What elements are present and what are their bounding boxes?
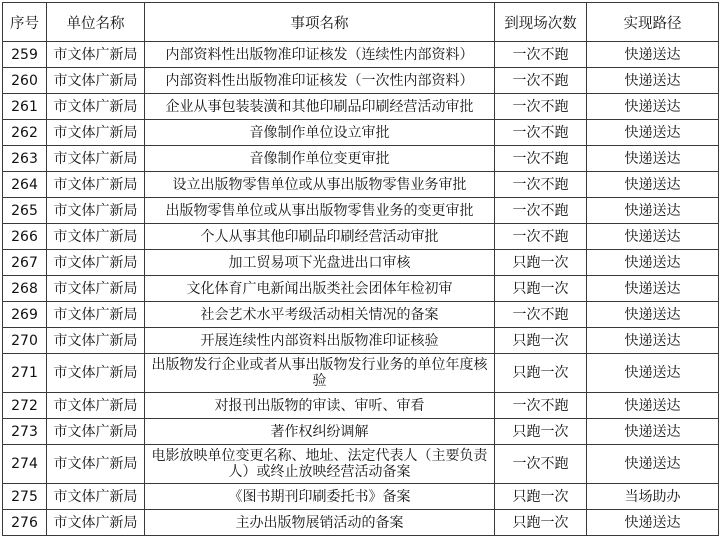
- table-row: [3, 172, 719, 198]
- row-item: 文化体育广电新闻出版类社会团体年检初审: [145, 276, 495, 302]
- row-path: 快递送达: [587, 68, 719, 94]
- row-item: 企业从事包装装潢和其他印刷品印刷经营活动审批: [145, 94, 495, 120]
- row-visits: 一次不跑: [495, 94, 587, 120]
- row-path: 快递送达: [587, 276, 719, 302]
- row-visits: 只跑一次: [495, 419, 587, 445]
- row-item: 加工贸易项下光盘进出口审核: [145, 250, 495, 276]
- row-item: 出版物零售单位或从事出版物零售业务的变更审批: [145, 198, 495, 224]
- row-path: 快递送达: [587, 198, 719, 224]
- row-visits: 一次不跑: [495, 302, 587, 328]
- row-item: 著作权纠纷调解: [145, 419, 495, 445]
- row-item: 出版物发行企业或者从事出版物发行业务的单位年度核验: [145, 354, 495, 393]
- row-unit: 市文体广新局: [47, 328, 145, 354]
- row-path: 当场助办: [587, 484, 719, 510]
- row-number: 260: [3, 68, 47, 94]
- row-unit: 市文体广新局: [47, 224, 145, 250]
- row-path: 快递送达: [587, 510, 719, 536]
- row-visits: 一次不跑: [495, 393, 587, 419]
- row-visits: 只跑一次: [495, 250, 587, 276]
- services-table: [2, 2, 719, 536]
- row-unit: 市文体广新局: [47, 120, 145, 146]
- row-path: 快递送达: [587, 419, 719, 445]
- row-path: 快递送达: [587, 445, 719, 484]
- row-path: 快递送达: [587, 354, 719, 393]
- row-visits: 一次不跑: [495, 224, 587, 250]
- row-unit: 市文体广新局: [47, 445, 145, 484]
- row-unit: 市文体广新局: [47, 42, 145, 68]
- row-item: 社会艺术水平考级活动相关情况的备案: [145, 302, 495, 328]
- row-path: 快递送达: [587, 328, 719, 354]
- header-unit: 单位名称: [47, 3, 145, 42]
- table-row: [3, 94, 719, 120]
- table-row: [3, 120, 719, 146]
- row-path: 快递送达: [587, 146, 719, 172]
- row-visits: 一次不跑: [495, 120, 587, 146]
- row-item: 音像制作单位变更审批: [145, 146, 495, 172]
- row-number: 271: [3, 354, 47, 393]
- table-row: [3, 302, 719, 328]
- row-number: 261: [3, 94, 47, 120]
- row-number: 275: [3, 484, 47, 510]
- row-number: 269: [3, 302, 47, 328]
- row-number: 274: [3, 445, 47, 484]
- row-path: 快递送达: [587, 224, 719, 250]
- table-row: [3, 146, 719, 172]
- row-number: 268: [3, 276, 47, 302]
- row-path: 快递送达: [587, 302, 719, 328]
- row-unit: 市文体广新局: [47, 146, 145, 172]
- row-path: 快递送达: [587, 250, 719, 276]
- table-row: [3, 510, 719, 536]
- row-number: 273: [3, 419, 47, 445]
- row-visits: 一次不跑: [495, 146, 587, 172]
- row-path: 快递送达: [587, 120, 719, 146]
- row-number: 263: [3, 146, 47, 172]
- row-number: 267: [3, 250, 47, 276]
- header-no: 序号: [3, 3, 47, 42]
- row-item: 《图书期刊印刷委托书》备案: [145, 484, 495, 510]
- row-number: 276: [3, 510, 47, 536]
- header-row: [3, 3, 719, 42]
- row-unit: 市文体广新局: [47, 250, 145, 276]
- table-row: [3, 393, 719, 419]
- row-visits: 一次不跑: [495, 445, 587, 484]
- row-path: 快递送达: [587, 42, 719, 68]
- row-unit: 市文体广新局: [47, 276, 145, 302]
- row-visits: 只跑一次: [495, 354, 587, 393]
- row-unit: 市文体广新局: [47, 68, 145, 94]
- table-row: [3, 42, 719, 68]
- table-row: [3, 354, 719, 393]
- row-unit: 市文体广新局: [47, 94, 145, 120]
- row-item: 开展连续性内部资料出版物准印证核验: [145, 328, 495, 354]
- row-unit: 市文体广新局: [47, 484, 145, 510]
- header-path: 实现路径: [587, 3, 719, 42]
- table-row: [3, 445, 719, 484]
- row-number: 259: [3, 42, 47, 68]
- row-unit: 市文体广新局: [47, 354, 145, 393]
- row-path: 快递送达: [587, 393, 719, 419]
- row-unit: 市文体广新局: [47, 393, 145, 419]
- table-row: [3, 328, 719, 354]
- row-path: 快递送达: [587, 94, 719, 120]
- table-row: [3, 224, 719, 250]
- row-unit: 市文体广新局: [47, 510, 145, 536]
- row-unit: 市文体广新局: [47, 198, 145, 224]
- row-path: 快递送达: [587, 172, 719, 198]
- row-item: 主办出版物展销活动的备案: [145, 510, 495, 536]
- row-item: 电影放映单位变更名称、地址、法定代表人（主要负责人）或终止放映经营活动备案: [145, 445, 495, 484]
- table-row: [3, 198, 719, 224]
- row-visits: 只跑一次: [495, 484, 587, 510]
- row-visits: 只跑一次: [495, 328, 587, 354]
- row-number: 265: [3, 198, 47, 224]
- row-number: 266: [3, 224, 47, 250]
- row-item: 内部资料性出版物准印证核发（连续性内部资料）: [145, 42, 495, 68]
- row-visits: 只跑一次: [495, 276, 587, 302]
- header-visits: 到现场次数: [495, 3, 587, 42]
- table-row: [3, 419, 719, 445]
- row-visits: 一次不跑: [495, 42, 587, 68]
- row-unit: 市文体广新局: [47, 172, 145, 198]
- table-row: [3, 68, 719, 94]
- row-item: 音像制作单位设立审批: [145, 120, 495, 146]
- table-row: [3, 250, 719, 276]
- row-item: 内部资料性出版物准印证核发（一次性内部资料）: [145, 68, 495, 94]
- row-number: 262: [3, 120, 47, 146]
- row-item: 对报刊出版物的审读、审听、审看: [145, 393, 495, 419]
- header-item: 事项名称: [145, 3, 495, 42]
- table-row: [3, 276, 719, 302]
- row-number: 270: [3, 328, 47, 354]
- row-item: 个人从事其他印刷品印刷经营活动审批: [145, 224, 495, 250]
- row-item: 设立出版物零售单位或从事出版物零售业务审批: [145, 172, 495, 198]
- row-visits: 只跑一次: [495, 510, 587, 536]
- table-row: [3, 484, 719, 510]
- row-unit: 市文体广新局: [47, 419, 145, 445]
- row-number: 264: [3, 172, 47, 198]
- row-visits: 一次不跑: [495, 198, 587, 224]
- row-number: 272: [3, 393, 47, 419]
- row-visits: 一次不跑: [495, 68, 587, 94]
- row-visits: 一次不跑: [495, 172, 587, 198]
- row-unit: 市文体广新局: [47, 302, 145, 328]
